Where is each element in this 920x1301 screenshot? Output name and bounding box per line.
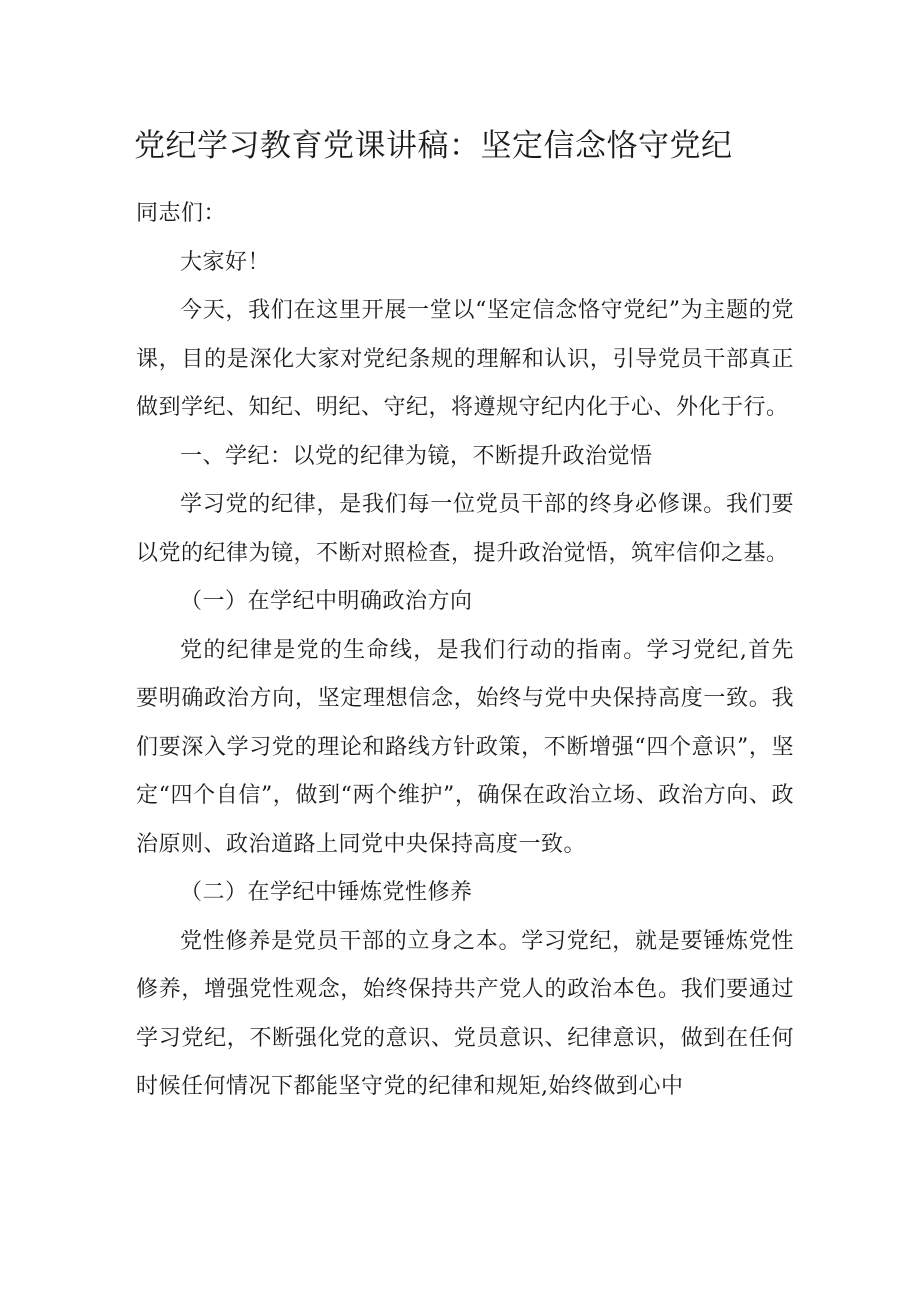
paragraph-subsection-2: 党性修养是党员干部的立身之本。学习党纪，就是要锤炼党性修养，增强党性观念，始终保持共产党人的政治本色。我们要通过学习党纪，不断强化党的意识、党员意识、纪律意识，做到在任何时候任何情况下都能坚守党的纪律和规矩,始终做到心中 (136, 928, 794, 1099)
paragraph-intro: 今天，我们在这里开展一堂以“坚定信念恪守党纪”为主题的党课，目的是深化大家对党纪条规的理解和认识，引导党员干部真正做到学纪、知纪、明纪、守纪，将遵规守纪内化于心、外化于行。 (136, 298, 794, 420)
subsection-heading-1: （一）在学纪中明确政治方向 (180, 589, 473, 614)
paragraph-subsection-1: 党的纪律是党的生命线，是我们行动的指南。学习党纪,首先要明确政治方向，坚定理想信念，始终与党中央保持高度一致。我们要深入学习党的理论和路线方针政策，不断增强“四个意识”，坚定“四个自信”，做到“两个维护”，确保在政治立场、政治方向、政治原则、政治道路上同党中央保持高度一致。 (136, 637, 794, 857)
salutation: 同志们： (136, 201, 227, 226)
paragraph-section-1: 学习党的纪律，是我们每一位党员干部的终身必修课。我们要以党的纪律为镜，不断对照检查，提升政治觉悟，筑牢信仰之基。 (136, 492, 794, 566)
document-body (136, 190, 794, 1112)
document-title: 党纪学习教育党课讲稿：坚定信念恪守党纪 (134, 128, 733, 164)
subsection-heading-2: （二）在学纪中锤炼党性修养 (180, 880, 473, 905)
paragraph-greeting: 大家好！ (180, 249, 271, 275)
section-heading-1: 一、学纪：以党的纪律为镜，不断提升政治觉悟 (180, 443, 653, 469)
